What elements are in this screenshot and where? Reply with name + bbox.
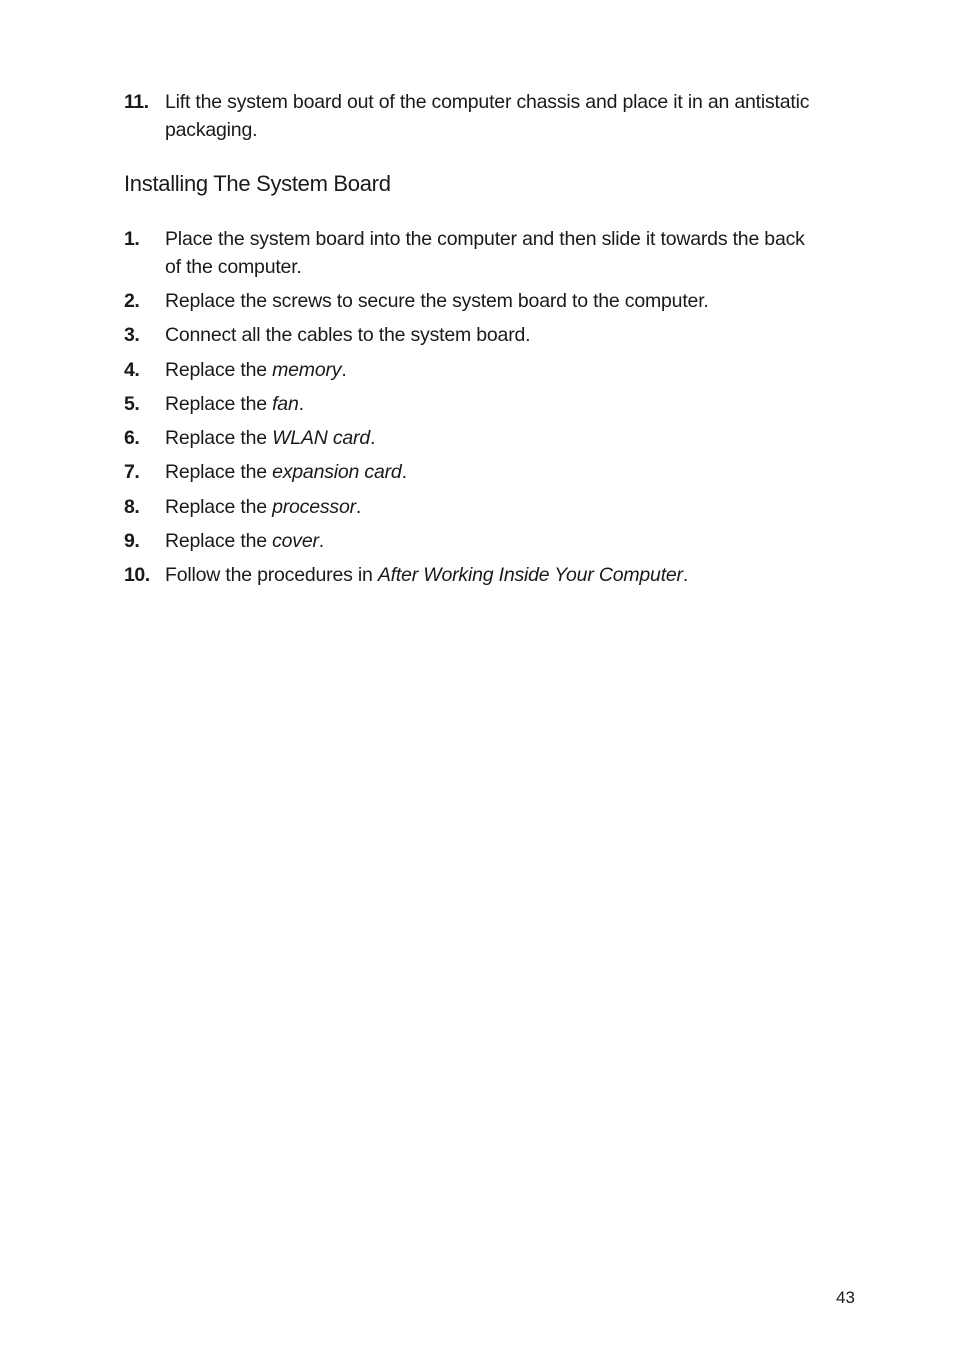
- wlan-card-link[interactable]: WLAN card: [272, 427, 370, 449]
- cover-link[interactable]: cover: [272, 530, 319, 552]
- after-working-inside-link[interactable]: After Working Inside Your Computer: [377, 564, 683, 586]
- page-number: 43: [836, 1288, 855, 1307]
- step-text: Place the system board into the computer and then slide it towards the back of the computer.: [165, 228, 805, 278]
- step-number: 2.: [124, 290, 140, 312]
- memory-link[interactable]: memory: [272, 359, 342, 381]
- step-item: [124, 493, 824, 521]
- step-number: 10.: [124, 564, 150, 586]
- step-item: [124, 561, 824, 589]
- step-text: Replace the memory.: [165, 359, 347, 381]
- step-item: [124, 88, 824, 144]
- fan-link[interactable]: fan: [272, 393, 299, 415]
- step-item: [124, 321, 824, 349]
- step-number: 8.: [124, 496, 140, 518]
- step-text: Replace the screws to secure the system board to the computer.: [165, 290, 709, 312]
- step-item: [124, 424, 824, 452]
- step-number: 4.: [124, 359, 140, 381]
- step-number: 11.: [124, 91, 149, 113]
- step-number: 3.: [124, 324, 140, 346]
- step-number: 6.: [124, 427, 140, 449]
- step-text: Replace the cover.: [165, 530, 324, 552]
- step-text: Replace the fan.: [165, 393, 304, 415]
- step-item: [124, 225, 824, 281]
- step-item: [124, 356, 824, 384]
- step-text: Replace the WLAN card.: [165, 427, 376, 449]
- step-text: Lift the system board out of the computer chassis and place it in an antistatic packaging.: [165, 91, 810, 141]
- step-number: 7.: [124, 461, 140, 483]
- step-item: [124, 458, 824, 486]
- step-item: [124, 287, 824, 315]
- section-heading: Installing The System Board: [124, 171, 391, 196]
- step-item: [124, 390, 824, 418]
- step-text: Follow the procedures in After Working Inside Your Computer.: [165, 564, 689, 586]
- step-text: Connect all the cables to the system board.: [165, 324, 531, 346]
- processor-link[interactable]: processor: [272, 496, 356, 518]
- step-text: Replace the expansion card.: [165, 461, 407, 483]
- expansion-card-link[interactable]: expansion card: [272, 461, 402, 483]
- step-text: Replace the processor.: [165, 496, 362, 518]
- step-number: 9.: [124, 530, 140, 552]
- step-item: [124, 527, 824, 555]
- step-number: 5.: [124, 393, 140, 415]
- step-number: 1.: [124, 228, 140, 250]
